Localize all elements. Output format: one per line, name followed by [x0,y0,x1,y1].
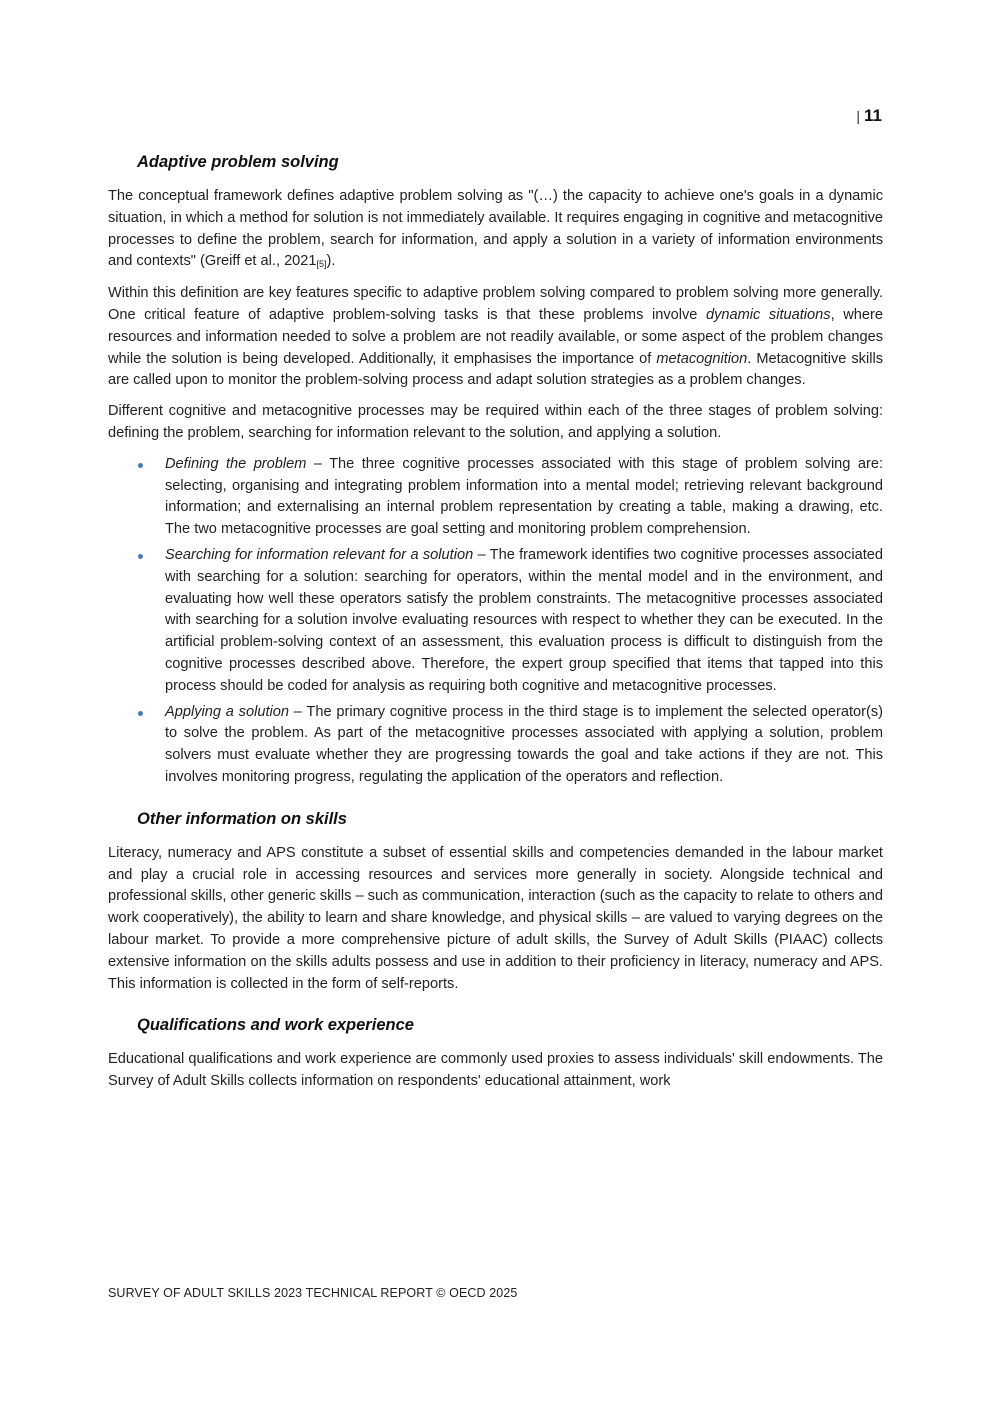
paragraph-aps-stages: Different cognitive and metacognitive processes may be required within each of the three stages of problem solving: defining the problem, searching for information relevant to the solution, and applying a solution. [108,403,883,441]
bullet-icon [138,463,143,468]
page-content [108,150,883,1102]
page-number: | 11 [856,106,882,125]
list-item: Defining the problem – The three cognitive processes associated with this stage of problem solving are: selecting, organising and integrating problem information into a mental model; retrieving relevant background information; and externalising an internal problem representation by creating a table, making a drawing, etc. The two metacognitive processes are goal setting and monitoring problem comprehension. [108,454,883,541]
stages-list [108,454,883,789]
paragraph-other-information: Literacy, numeracy and APS constitute a subset of essential skills and competencies demanded in the labour market and play a crucial role in accessing resources and services more generally in society. Alongside technical and professional skills, other generic skills – such as communication, interaction (such as the capacity to relate to others and work cooperatively), the ability to learn and share knowledge, and physical skills – are valued to varying degrees on the labour market. To provide a more comprehensive picture of adult skills, the Survey of Adult Skills (PIAAC) collects extensive information on the skills adults possess and use in addition to their proficiency in literacy, numeracy and APS. This information is collected in the form of self-reports. [108,844,883,992]
page-footer: SURVEY OF ADULT SKILLS 2023 TECHNICAL REPORT © OECD 2025 [108,1286,518,1300]
heading-adaptive-problem-solving: Adaptive problem solving [137,153,339,171]
paragraph-qualifications: Educational qualifications and work experience are commonly used proxies to assess individuals' skill endowments. The Survey of Adult Skills collects information on respondents' educational attainment, work [108,1051,883,1090]
list-item: Searching for information relevant for a solution – The framework identifies two cognitive processes associated with searching for a solution: searching for operators, within the mental model and in the environment, and evaluating how well these operators satisfy the problem constraints. The metacognitive processes associated with searching for a solution involve evaluating resources with respect to whether they can be executed. In the artificial problem-solving context of an assessment, this evaluation process is difficult to distinguish from the cognitive processes described above. Therefore, the expert group specified that items that tapped into this process should be coded for analysis as requiring both cognitive and metacognitive processes. [108,545,883,698]
heading-other-information: Other information on skills [137,809,347,828]
citation-reference[interactable]: [5] [316,259,327,270]
paragraph-aps-features: Within this definition are key features specific to adaptive problem solving compared to problem solving more generally. One critical feature of adaptive problem-solving tasks is that these problems involve dynamic situations, where resources and information needed to solve a problem are not readily available, or some aspect of the problem changes while the solution is being developed. Additionally, it emphasises the importance of metacognition. Metacognitive skills are called upon to monitor the problem-solving process and adapt solution strategies as a problem changes. [108,285,884,389]
heading-qualifications: Qualifications and work experience [137,1016,414,1035]
bullet-icon [138,554,143,559]
paragraph-aps-definition: The conceptual framework defines adaptive problem solving as "(…) the capacity to achieve one's goals in a dynamic situation, in which a method for solution is not immediately available. It requires engaging in cognitive and metacognitive processes to define the problem, search for information, and apply a solution in a variety of information environments and contexts" (Greiff et al., $2021_{[5]}$). [108,188,883,270]
page-number-separator: | [856,108,861,124]
list-item: Applying a solution – The primary cognitive process in the third stage is to implement the selected operator(s) to solve the problem. As part of the metacognitive processes associated with applying a solution, problem solvers must evaluate whether they are progressing towards the goal and take actions if they are not. This involves monitoring progress, regulating the application of the operators and reflection. [108,702,883,789]
bullet-icon [138,711,143,716]
